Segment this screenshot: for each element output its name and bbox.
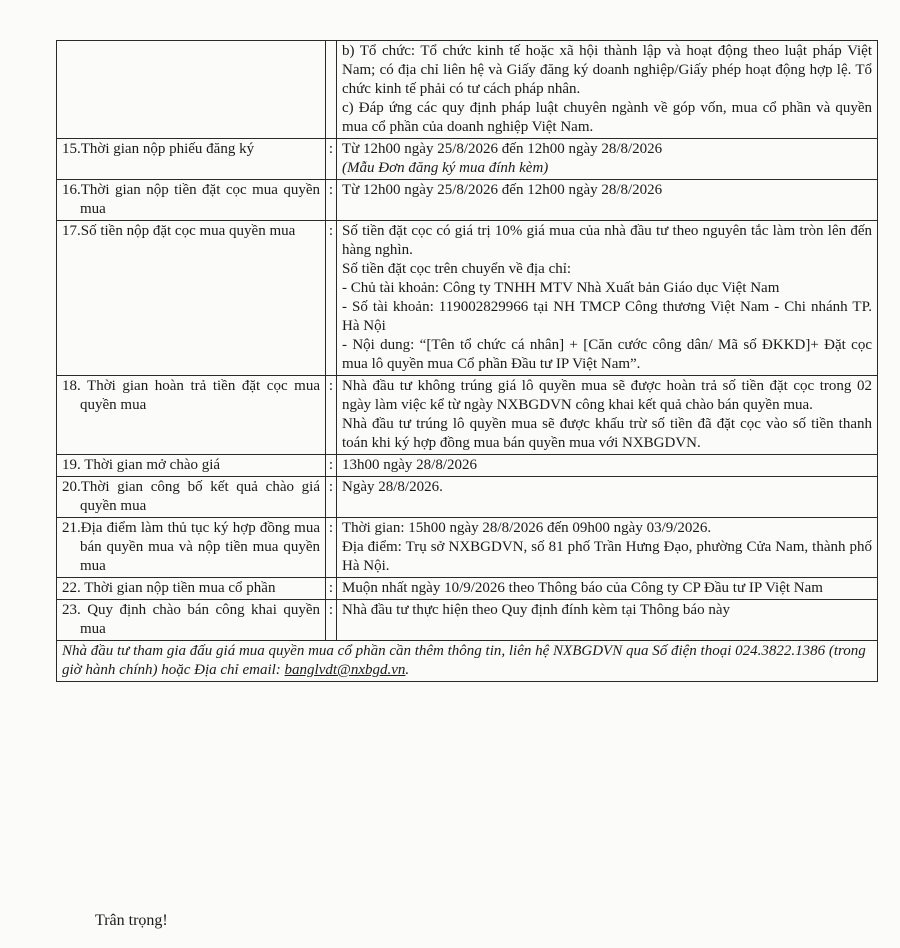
- row-content: [337, 455, 878, 477]
- row-content: [337, 221, 878, 376]
- row-label-cell: [57, 455, 326, 477]
- content-line: Muộn nhất ngày 10/9/2026 theo Thông báo của Công ty CP Đầu tư IP Việt Nam: [342, 580, 823, 596]
- row-label: 19. Thời gian mở chào giá: [62, 457, 221, 473]
- table-row: [57, 477, 878, 518]
- table-row: [57, 139, 878, 180]
- row-content: [337, 477, 878, 518]
- row-content: [337, 139, 878, 180]
- row-label-cell: [57, 41, 326, 139]
- content-line: Ngày 28/8/2026.: [342, 479, 443, 495]
- row-label-cell: [57, 376, 326, 455]
- content-line: Thời gian: 15h00 ngày 28/8/2026 đến 09h00 ngày 03/9/2026.: [342, 520, 712, 536]
- row-label: 21.Địa điểm làm thủ tục ký hợp đồng mua bán quyền mua và nộp tiền mua quyền mua: [62, 520, 320, 574]
- content-note-line: (Mẫu Đơn đăng ký mua đính kèm): [342, 160, 549, 176]
- row-label: 16.Thời gian nộp tiền đặt cọc mua quyền mua: [62, 182, 320, 217]
- row-colon: :: [326, 221, 337, 376]
- row-colon: :: [326, 139, 337, 180]
- content-line: - Nội dung: “[Tên tổ chức cá nhân] + [Căn cước công dân/ Mã số ĐKKD]+ Đặt cọc mua lô quyền mua Cổ phần Đầu tư IP Việt Nam”.: [342, 337, 872, 372]
- row-content: [337, 376, 878, 455]
- row-label: 15.Thời gian nộp phiếu đăng ký: [62, 141, 255, 157]
- row-colon: :: [326, 600, 337, 641]
- content-line: Nhà đầu tư thực hiện theo Quy định đính kèm tại Thông báo này: [342, 602, 730, 618]
- row-colon: :: [326, 455, 337, 477]
- row-content: [337, 518, 878, 578]
- content-line: c) Đáp ứng các quy định pháp luật chuyên ngành về góp vốn, mua cổ phần và quyền mua cổ phần của doanh nghiệp Việt Nam.: [342, 100, 872, 135]
- content-line: Nhà đầu tư không trúng giá lô quyền mua sẽ được hoàn trả số tiền đặt cọc trong 02 ngày làm việc kể từ ngày NXBGDVN công khai kết quả chào bán quyền mua.: [342, 378, 872, 413]
- contact-note: [57, 641, 878, 682]
- contact-note-text: Nhà đầu tư tham gia đấu giá mua quyền mua cổ phần cần thêm thông tin, liên hệ NXBGDVN qua Số điện thoại 024.3822.1386 (trong giờ hành chính) hoặc Địa chỉ email:: [62, 643, 866, 678]
- row-colon: :: [326, 180, 337, 221]
- content-line: - Chủ tài khoản: Công ty TNHH MTV Nhà Xuất bản Giáo dục Việt Nam: [342, 280, 780, 296]
- content-line: Số tiền đặt cọc trên chuyển về địa chỉ:: [342, 261, 572, 277]
- row-label-cell: [57, 221, 326, 376]
- table-row: [57, 518, 878, 578]
- row-label-cell: [57, 180, 326, 221]
- row-content: [337, 600, 878, 641]
- row-content: [337, 578, 878, 600]
- row-label-cell: [57, 518, 326, 578]
- table-row: [57, 180, 878, 221]
- closing-text: Trân trọng!: [95, 912, 168, 929]
- row-content: [337, 180, 878, 221]
- table-row: [57, 376, 878, 455]
- contact-email-link[interactable]: banglvdt@nxbgd.vn: [284, 662, 406, 678]
- content-line: Nhà đầu tư trúng lô quyền mua sẽ được khấu trừ số tiền đã đặt cọc vào số tiền thanh toán khi ký hợp đồng mua bán quyền mua với NXBGDVN.: [342, 416, 872, 451]
- row-colon: :: [326, 518, 337, 578]
- row-content: [337, 41, 878, 139]
- row-label-cell: [57, 477, 326, 518]
- content-line: b) Tổ chức: Tổ chức kinh tế hoặc xã hội thành lập và hoạt động theo luật pháp Việt Nam; có địa chỉ liên hệ và Giấy đăng ký doanh nghiệp/Giấy phép hoạt động hợp lệ. Tổ chức kinh tế phải có tư cách pháp nhân.: [342, 43, 872, 97]
- row-label: 22. Thời gian nộp tiền mua cổ phần: [62, 580, 276, 596]
- content-line: 13h00 ngày 28/8/2026: [342, 457, 477, 473]
- table-row: [57, 221, 878, 376]
- row-label-cell: [57, 600, 326, 641]
- row-label-cell: [57, 139, 326, 180]
- row-colon: :: [326, 477, 337, 518]
- content-line: Từ 12h00 ngày 25/8/2026 đến 12h00 ngày 28/8/2026: [342, 182, 663, 198]
- row-colon: :: [326, 578, 337, 600]
- contact-note-end: .: [405, 662, 410, 678]
- content-line: Số tiền đặt cọc có giá trị 10% giá mua của nhà đầu tư theo nguyên tắc làm tròn lên đến hàng nghìn.: [342, 223, 872, 258]
- content-line: Địa điểm: Trụ sở NXBGDVN, số 81 phố Trần Hưng Đạo, phường Cửa Nam, thành phố Hà Nội.: [342, 539, 872, 574]
- row-label-cell: [57, 578, 326, 600]
- row-label: 18. Thời gian hoàn trả tiền đặt cọc mua quyền mua: [62, 378, 320, 413]
- table-row: [57, 578, 878, 600]
- content-line: Từ 12h00 ngày 25/8/2026 đến 12h00 ngày 28/8/2026: [342, 141, 663, 157]
- table-row: [57, 41, 878, 139]
- content-line: - Số tài khoản: 119002829966 tại NH TMCP Công thương Việt Nam - Chi nhánh TP. Hà Nội: [342, 299, 872, 334]
- table-row: [57, 600, 878, 641]
- row-colon: [326, 41, 337, 139]
- info-table: [56, 40, 878, 682]
- note-row: [57, 641, 878, 682]
- row-label: 23. Quy định chào bán công khai quyền mua: [62, 602, 320, 637]
- table-row: [57, 455, 878, 477]
- info-table-body: [57, 41, 878, 682]
- row-label: 20.Thời gian công bố kết quả chào giá quyền mua: [62, 479, 320, 514]
- row-colon: :: [326, 376, 337, 455]
- row-label: 17.Số tiền nộp đặt cọc mua quyền mua: [62, 223, 296, 239]
